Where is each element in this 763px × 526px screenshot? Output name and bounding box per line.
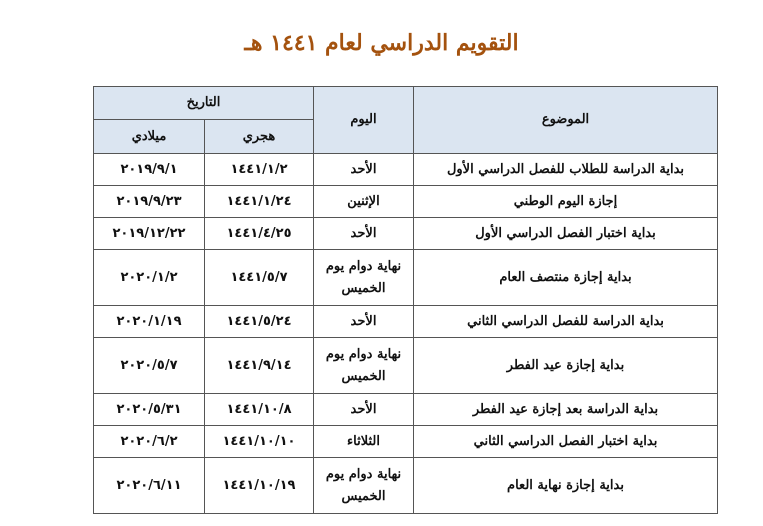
table-row (94, 306, 718, 338)
header-hijri: هجري (205, 120, 314, 154)
header-gregorian: ميلادي (94, 120, 205, 154)
cell-gregorian: ٢٠٢٠/٦/٢ (94, 426, 205, 458)
cell-topic: إجازة اليوم الوطني (414, 186, 718, 218)
cell-topic: بداية الدراسة للطلاب للفصل الدراسي الأول (414, 154, 718, 186)
cell-topic: بداية اختبار الفصل الدراسي الثاني (414, 426, 718, 458)
cell-day: نهاية دوام يوم الخميس (314, 458, 414, 514)
cell-day: نهاية دوام يوم الخميس (314, 250, 414, 306)
table-row (94, 426, 718, 458)
table-row (94, 186, 718, 218)
cell-topic: بداية الدراسة بعد إجازة عيد الفطر (414, 394, 718, 426)
cell-gregorian: ٢٠٢٠/٥/٣١ (94, 394, 205, 426)
table-row (94, 250, 718, 306)
header-topic: الموضوع (414, 87, 718, 154)
cell-gregorian: ٢٠٢٠/٥/٧ (94, 338, 205, 394)
cell-gregorian: ٢٠٢٠/٦/١١ (94, 458, 205, 514)
cell-day: الأحد (314, 218, 414, 250)
cell-day: نهاية دوام يوم الخميس (314, 338, 414, 394)
cell-topic: بداية إجازة نهاية العام (414, 458, 718, 514)
academic-calendar-table (93, 86, 718, 514)
cell-day: الثلاثاء (314, 426, 414, 458)
cell-topic: بداية اختبار الفصل الدراسي الأول (414, 218, 718, 250)
cell-day: الأحد (314, 154, 414, 186)
cell-day: الأحد (314, 306, 414, 338)
cell-topic: بداية إجازة منتصف العام (414, 250, 718, 306)
cell-hijri: ١٤٤١/١٠/٨ (205, 394, 314, 426)
cell-gregorian: ٢٠٢٠/١/١٩ (94, 306, 205, 338)
cell-hijri: ١٤٤١/٥/٧ (205, 250, 314, 306)
cell-day: الأحد (314, 394, 414, 426)
cell-hijri: ١٤٤١/١/٢ (205, 154, 314, 186)
cell-gregorian: ٢٠١٩/٩/٢٣ (94, 186, 205, 218)
cell-hijri: ١٤٤١/٥/٢٤ (205, 306, 314, 338)
cell-day: الإثنين (314, 186, 414, 218)
table-header-row (94, 87, 718, 120)
header-date: التاريخ (94, 87, 314, 120)
cell-hijri: ١٤٤١/١/٢٤ (205, 186, 314, 218)
cell-hijri: ١٤٤١/٤/٢٥ (205, 218, 314, 250)
table-row (94, 218, 718, 250)
cell-topic: بداية الدراسة للفصل الدراسي الثاني (414, 306, 718, 338)
cell-hijri: ١٤٤١/٩/١٤ (205, 338, 314, 394)
table-row (94, 338, 718, 394)
table-row (94, 394, 718, 426)
page-title: التقويم الدراسي لعام ١٤٤١ هـ (244, 30, 519, 56)
cell-hijri: ١٤٤١/١٠/١٠ (205, 426, 314, 458)
cell-hijri: ١٤٤١/١٠/١٩ (205, 458, 314, 514)
table-row (94, 458, 718, 514)
header-day: اليوم (314, 87, 414, 154)
cell-gregorian: ٢٠٢٠/١/٢ (94, 250, 205, 306)
cell-topic: بداية إجازة عيد الفطر (414, 338, 718, 394)
table-row (94, 154, 718, 186)
cell-gregorian: ٢٠١٩/٩/١ (94, 154, 205, 186)
cell-gregorian: ٢٠١٩/١٢/٢٢ (94, 218, 205, 250)
